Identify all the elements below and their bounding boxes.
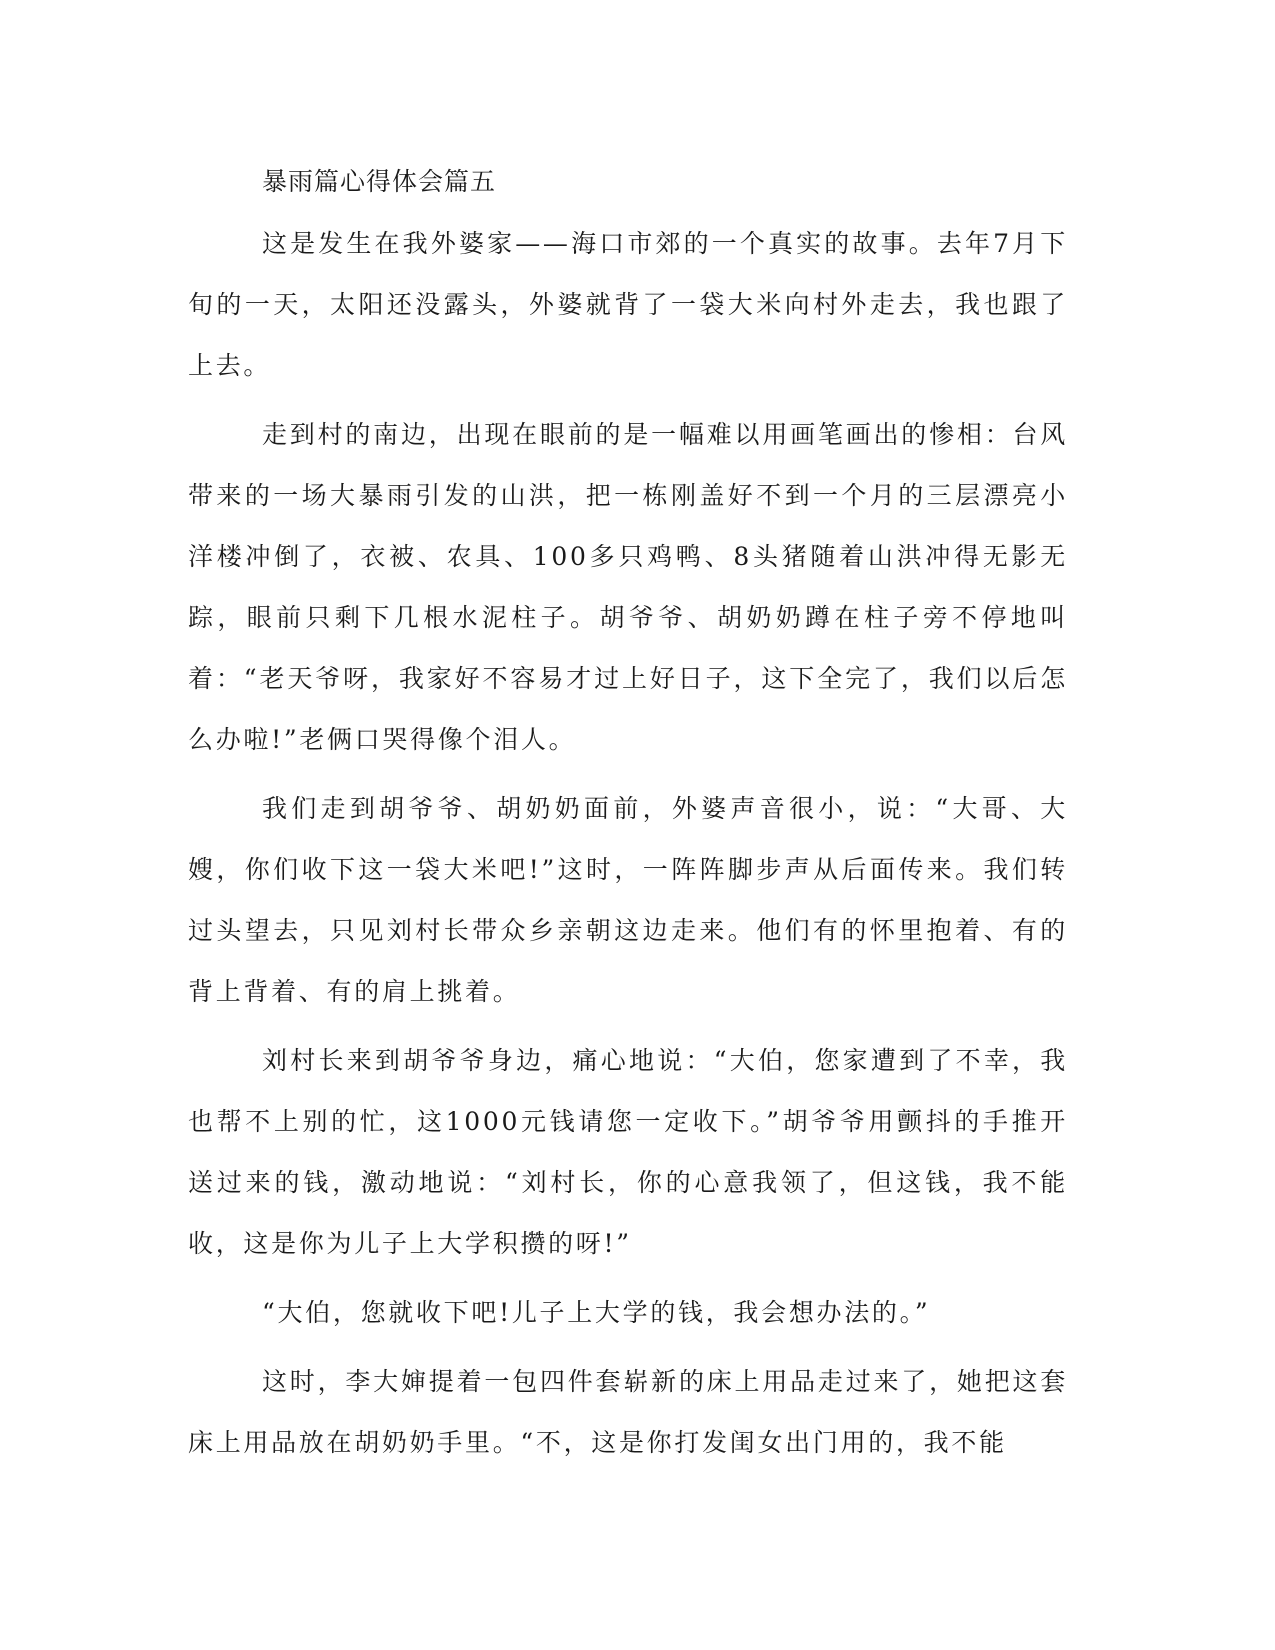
- paragraph: 刘村长来到胡爷爷身边，痛心地说：“大伯，您家遭到了不幸，我也帮不上别的忙，这1000元钱请您一定收下。”胡爷爷用颤抖的手推开送过来的钱，激动地说：“刘村长，你的心意我领了，但这钱，我不能收，这是你为儿子上大学积攒的呀!”: [188, 1046, 1068, 1258]
- paragraph: “大伯，您就收下吧!儿子上大学的钱，我会想办法的。”: [262, 1298, 931, 1327]
- paragraph: 我们走到胡爷爷、胡奶奶面前，外婆声音很小，说：“大哥、大嫂，你们收下这一袋大米吧!”这时，一阵阵脚步声从后面传来。我们转过头望去，只见刘村长带众乡亲朝这边走来。他们有的怀里抱着、有的背上背着、有的肩上挑着。: [188, 794, 1068, 1006]
- paragraph: 这是发生在我外婆家——海口市郊的一个真实的故事。去年7月下旬的一天，太阳还没露头，外婆就背了一袋大米向村外走去，我也跟了上去。: [188, 229, 1068, 380]
- paragraph: 这时，李大婶提着一包四件套崭新的床上用品走过来了，她把这套床上用品放在胡奶奶手里。“不，这是你打发闺女出门用的，我不能: [188, 1367, 1068, 1457]
- paragraph: 走到村的南边，出现在眼前的是一幅难以用画笔画出的惨相：台风带来的一场大暴雨引发的山洪，把一栋刚盖好不到一个月的三层漂亮小洋楼冲倒了，衣被、农具、100多只鸡鸭、8头猪随着山洪冲得无影无踪，眼前只剩下几根水泥柱子。胡爷爷、胡奶奶蹲在柱子旁不停地叫着：“老天爷呀，我家好不容易才过上好日子，这下全完了，我们以后怎么办啦!”老俩口哭得像个泪人。: [188, 420, 1068, 754]
- document-body: [188, 160, 1068, 1481]
- document-title: 暴雨篇心得体会篇五: [262, 167, 497, 196]
